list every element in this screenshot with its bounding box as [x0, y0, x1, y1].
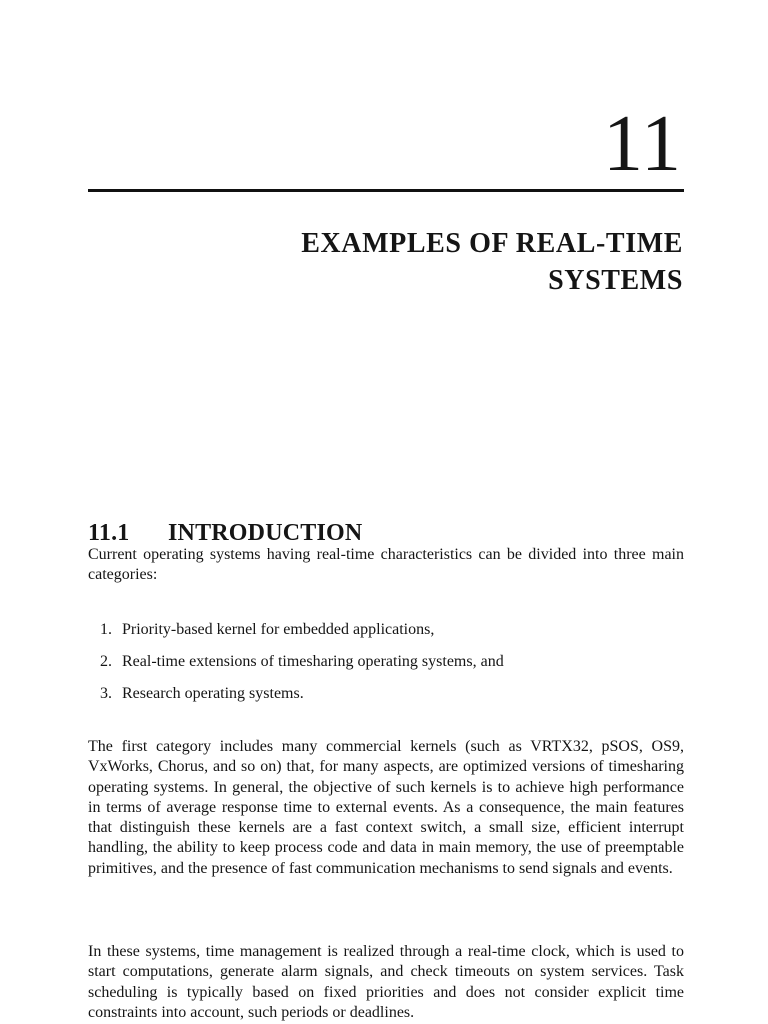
list-item-text: Research operating systems. — [122, 685, 304, 702]
list-item-number: 1. — [100, 621, 112, 638]
category-list — [100, 620, 684, 716]
list-item — [100, 684, 684, 716]
section-title: INTRODUCTION — [168, 519, 363, 546]
intro-paragraph: Current operating systems having real-time characteristics can be divided into three main categories: — [88, 546, 684, 584]
chapter-number: 11 — [602, 100, 682, 188]
chapter-title-line-2: SYSTEMS — [548, 264, 683, 296]
list-item-number: 3. — [100, 685, 112, 702]
list-item-text: Real-time extensions of timesharing operating systems, and — [122, 653, 504, 670]
chapter-heading-rule — [88, 189, 684, 192]
list-item — [100, 620, 684, 652]
body-paragraph-2: In these systems, time management is realized through a real-time clock, which is used to start computations, generate alarm signals, and check timeouts on system services. Task scheduling is typically based on fixed priorities and does not consider explicit time constraints into account, such periods or deadlines. — [88, 943, 684, 1021]
chapter-title — [200, 225, 683, 299]
list-item-text: Priority-based kernel for embedded applications, — [122, 621, 435, 638]
section-number: 11.1 — [88, 519, 130, 546]
list-item — [100, 652, 684, 684]
list-item-number: 2. — [100, 653, 112, 670]
body-paragraph-1: The first category includes many commercial kernels (such as VRTX32, pSOS, OS9, VxWorks, Chorus, and so on) that, for many aspects, are optimized versions of timesharing operating systems. In general, the objective of such kernels is to achieve high performance in terms of average response time to external events. As a consequence, the main features that distinguish these kernels are a fast context switch, a small size, efficient interrupt handling, the ability to keep process code and data in main memory, the use of preemptable primitives, and the presence of fast communication mechanisms to send signals and events. — [88, 738, 684, 877]
section-heading — [88, 518, 362, 548]
chapter-title-line-1: EXAMPLES OF REAL-TIME — [301, 227, 683, 259]
